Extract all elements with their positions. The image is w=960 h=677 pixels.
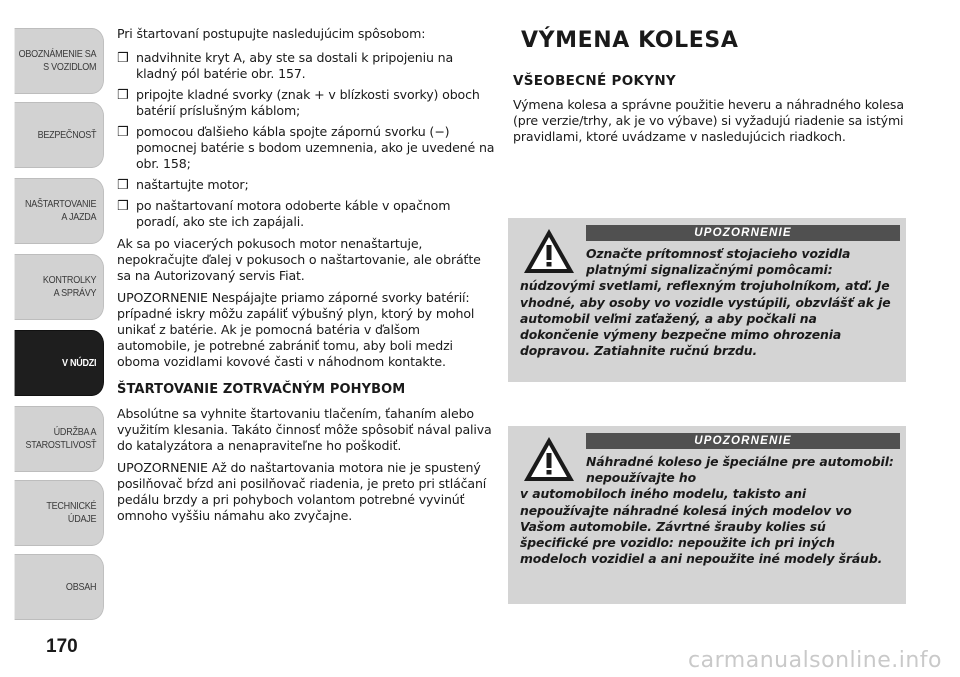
intro-text: Pri štartovaní postupujte nasledujúcim spôsobom: bbox=[117, 26, 426, 41]
checkbox-bullet-icon: ❒ bbox=[117, 51, 129, 66]
warning-triangle-icon bbox=[522, 227, 576, 275]
section-title: ŠTARTOVANIE ZOTRVAČNÝM POHYBOM bbox=[117, 382, 406, 397]
warning-triangle-icon bbox=[522, 435, 576, 483]
warning-box bbox=[508, 426, 906, 604]
page-number: 170 bbox=[46, 636, 78, 657]
tab-technicke-udaje[interactable]: TECHNICKÉ ÚDAJE bbox=[15, 480, 104, 546]
tab-udrzba[interactable]: ÚDRŽBA A STAROSTLIVOSŤ bbox=[15, 406, 104, 472]
left-column bbox=[117, 26, 497, 530]
warning-text: Označte prítomnosť stojacieho vozidla platnými signalizačnými pomôcami: núdzovými svetlami, reflexným trojuholníkom, atď. Je vhodné, aby osoby vo vozidle vystúpili, obzvlášť ak je automobil veľmi zaťažený, a aby počkali na dokončenie výmeny bezpečne mimo ohrozenia dopravou. Zatiahnite ručnú brzdu. bbox=[520, 246, 891, 359]
warning-text: Náhradné koleso je špeciálne pre automobil: nepoužívajte ho v automobiloch iného modelu, takisto ani nepoužívajte náhradné kolesá iných modelov vo Vašom automobile. Závrtné šrauby kolies sú špecifické pre vozidlo: nepoužite ich pri iných modeloch vozidiel a ani nepoužite iné modely šráub. bbox=[520, 454, 894, 567]
checkbox-bullet-icon: ❒ bbox=[117, 199, 129, 214]
warning-header: UPOZORNENIE bbox=[586, 433, 900, 449]
paragraph-warning-brakes: UPOZORNENIE Až do naštartovania motora nie je spustený posilňovač bŕzd ani posilňovač riadenia, je preto pri stláčaní pedálu brzdy a pri pohyboch volantom potrebné vyvinúť omnoho vyššiu námahu ako zvyčajne. bbox=[117, 460, 487, 523]
warning-header: UPOZORNENIE bbox=[586, 225, 900, 241]
paragraph-push-start: Absolútne sa vyhnite štartovaniu tlačením, ťahaním alebo využitím klesania. Takáto činnosť môže spôsobiť nával paliva do katalyzátora a nenapraviteľne ho poškodiť. bbox=[117, 406, 492, 453]
tab-kontrolky[interactable]: KONTROLKY A SPRÁVY bbox=[15, 254, 104, 320]
list-item: ❒ pomocou ďalšieho kábla spojte zápornú svorku (−) pomocnej batérie s bodom uzemnenia, ako je uvedené na obr. 158; bbox=[117, 124, 495, 171]
list-item: ❒ po naštartovaní motora odoberte káble v opačnom poradí, ako ste ich zapájali. bbox=[117, 198, 451, 229]
list-item: ❒ naštartujte motor; bbox=[117, 177, 249, 193]
step-list bbox=[117, 50, 497, 230]
list-item: ❒ nadvihnite kryt A, aby ste sa dostali k pripojeniu na kladný pól batérie obr. 157. bbox=[117, 50, 454, 81]
paragraph-warning-sparks: UPOZORNENIE Nespájajte priamo záporné svorky batérií: prípadné iskry môžu zapáliť výbušný plyn, ktorý by mohol unikať z batérie. Ak je pomocná batéria v ďalšom automobile, je potrebné zabrániť tomu, aby boli medzi oboma vozidlami kovové časti v náhodnom kontakte. bbox=[117, 290, 475, 369]
subtitle: VŠEOBECNÉ POKYNY bbox=[513, 73, 676, 89]
paragraph-service: Ak sa po viacerých pokusoch motor nenaštartuje, nepokračujte ďalej v pokusoch o naštartovanie, ale obráťte sa na Autorizovaný servis Fiat. bbox=[117, 236, 481, 283]
right-column bbox=[513, 26, 909, 145]
tab-oboznamenie[interactable]: OBOZNÁMENIE SA S VOZIDLOM bbox=[15, 28, 104, 94]
checkbox-bullet-icon: ❒ bbox=[117, 178, 129, 193]
warning-box bbox=[508, 218, 906, 382]
watermark: carmanualsonline.info bbox=[688, 648, 942, 673]
tab-bezpecnost[interactable]: BEZPEČNOSŤ bbox=[15, 102, 104, 168]
tab-nastartovanie[interactable]: NAŠTARTOVANIE A JAZDA bbox=[15, 178, 104, 244]
page-title: VÝMENA KOLESA bbox=[521, 28, 739, 53]
intro-paragraph: Výmena kolesa a správne použitie heveru a náhradného kolesa (pre verzie/trhy, ak je vo výbave) si vyžadujú riadenie sa istými pravidlami, ktoré uvádzame v nasledujúcich riadkoch. bbox=[513, 97, 904, 144]
checkbox-bullet-icon: ❒ bbox=[117, 125, 129, 140]
tab-v-nudzi[interactable]: V NÚDZI bbox=[15, 330, 104, 396]
list-item: ❒ pripojte kladné svorky (znak + v blízkosti svorky) oboch batérií príslušným káblom; bbox=[117, 87, 480, 118]
tab-obsah[interactable]: OBSAH bbox=[15, 554, 104, 620]
checkbox-bullet-icon: ❒ bbox=[117, 88, 129, 103]
